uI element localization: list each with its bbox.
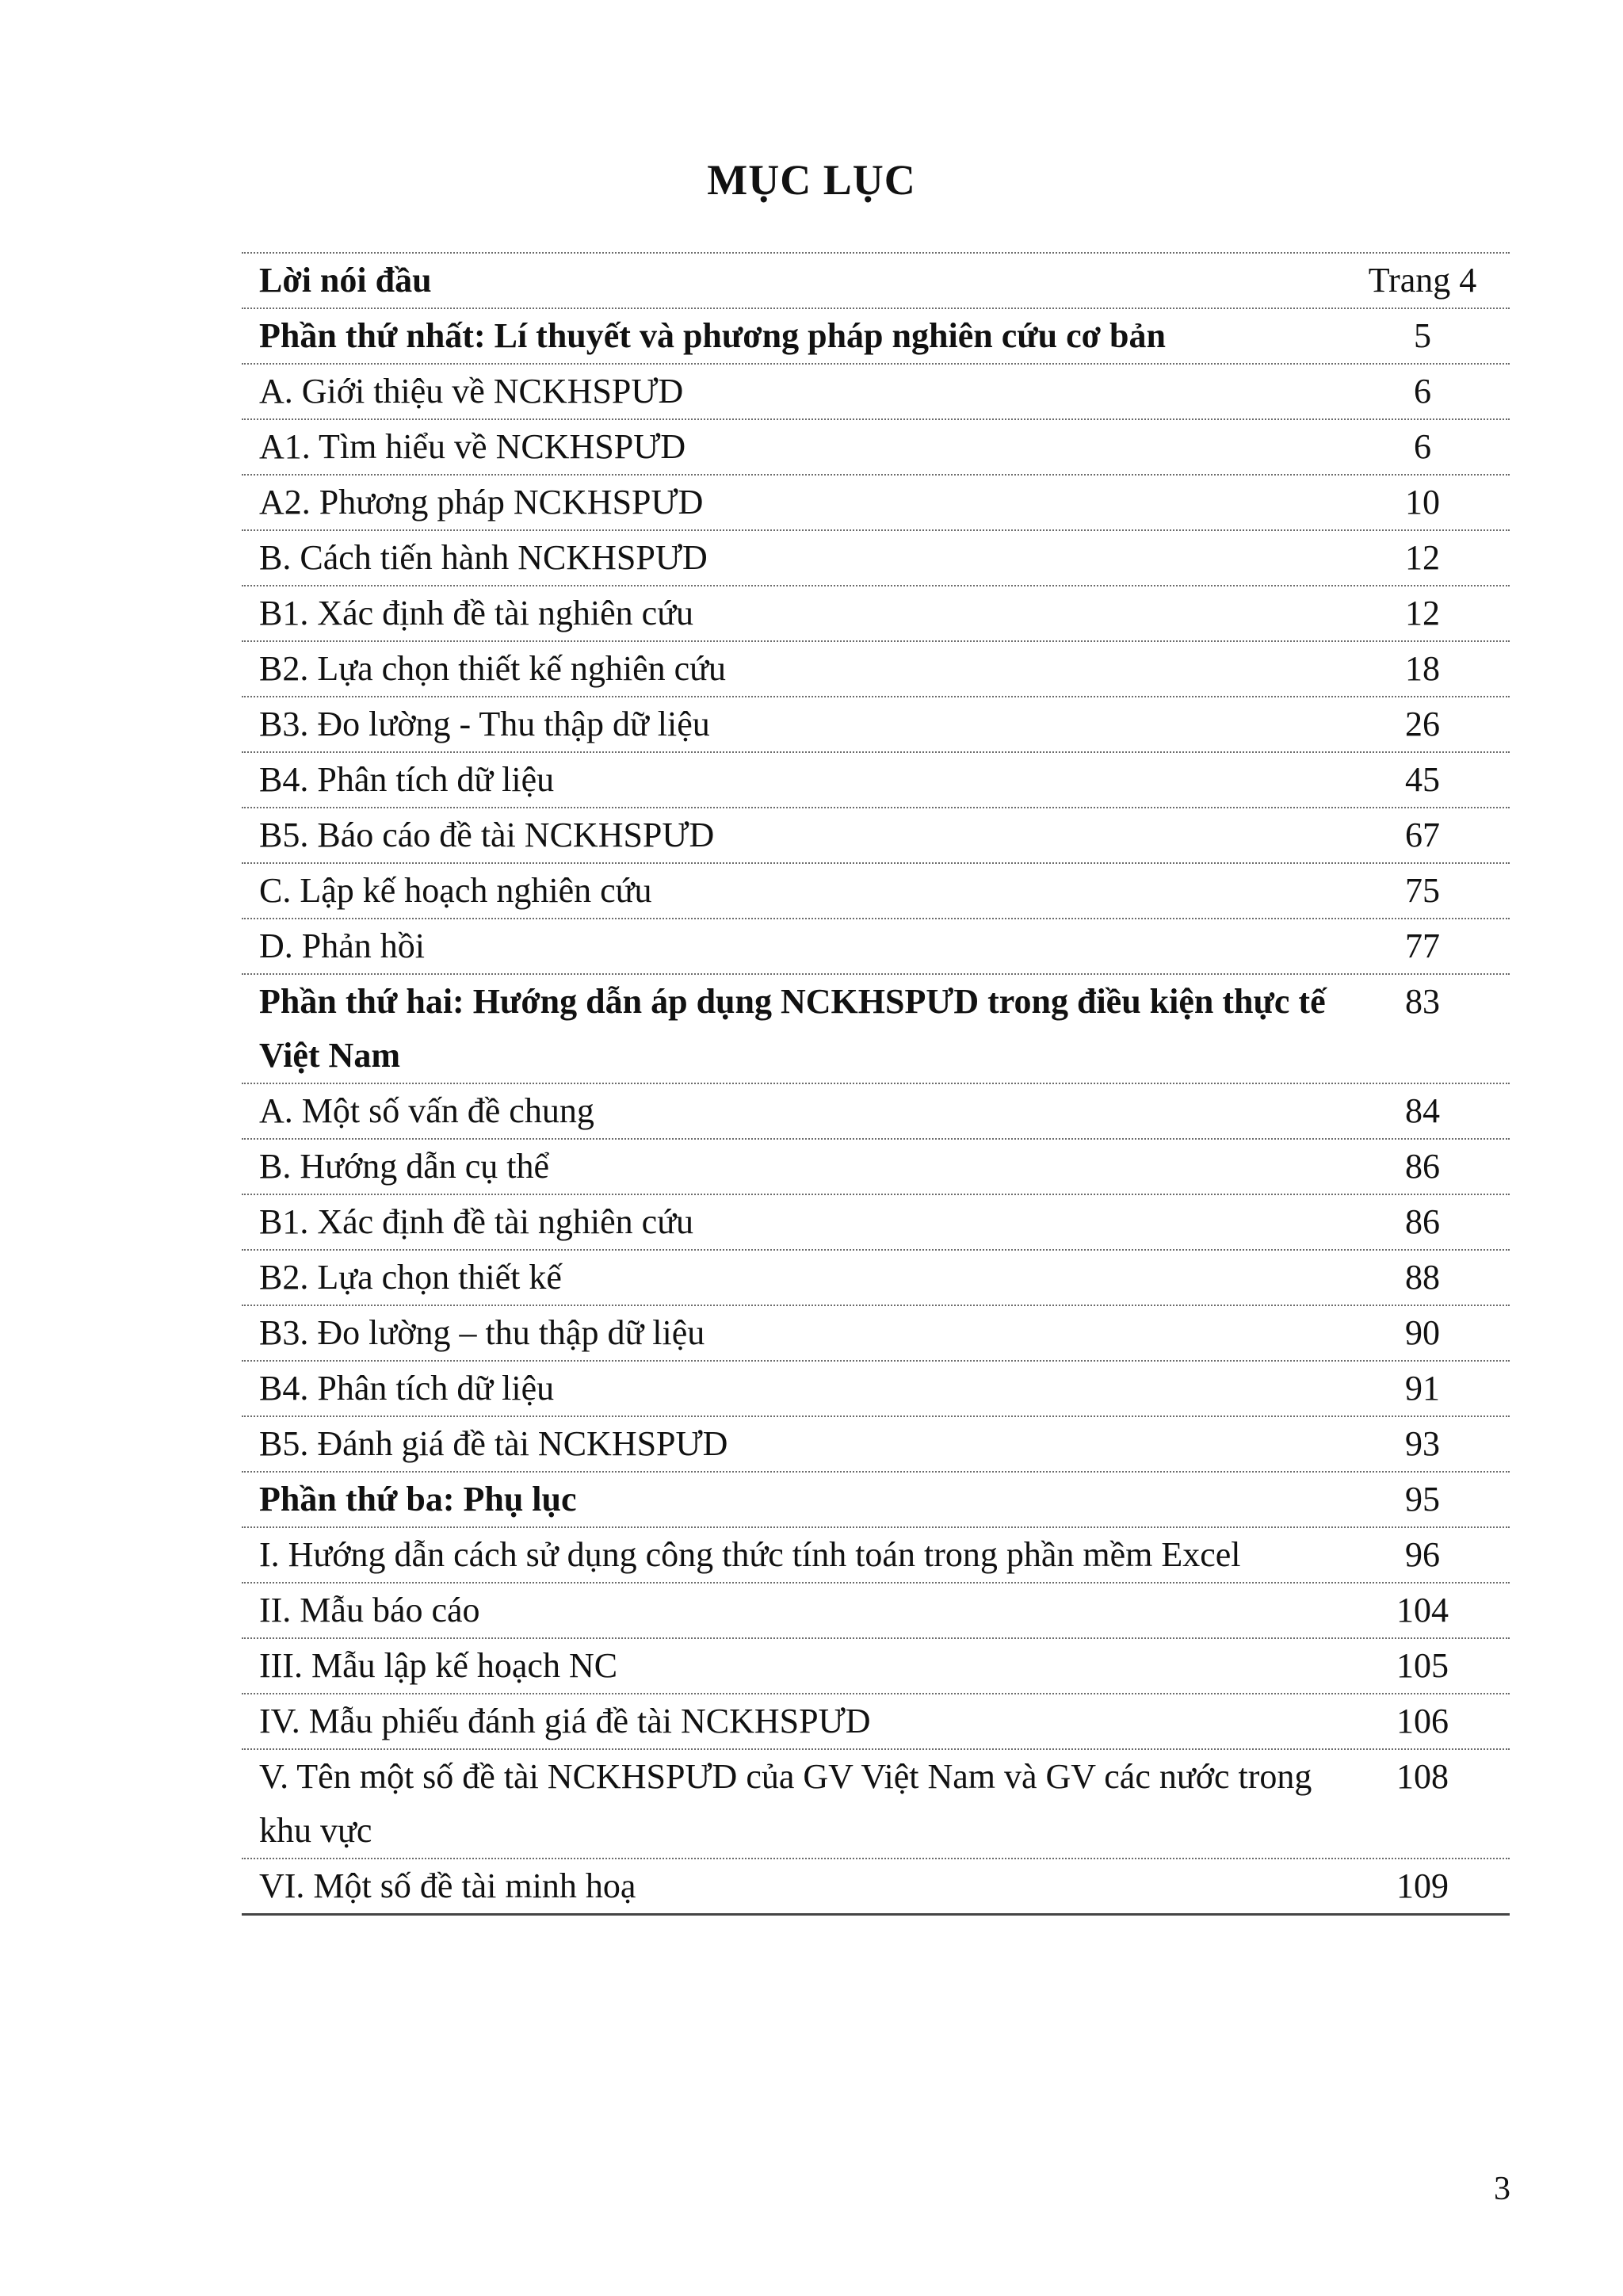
toc-row xyxy=(242,642,1510,697)
toc-entry-label: B1. Xác định đề tài nghiên cứu xyxy=(259,594,694,632)
toc-entry-page: 6 xyxy=(1414,372,1431,411)
toc-entry-label: B5. Báo cáo đề tài NCKHSPƯD xyxy=(259,816,715,854)
toc-entry-page: 84 xyxy=(1405,1091,1440,1130)
toc-entry-label: V. Tên một số đề tài NCKHSPƯD của GV Việt Nam và GV các nước trong khu vực xyxy=(259,1757,1312,1850)
toc-entry-label: VI. Một số đề tài minh hoạ xyxy=(259,1866,636,1905)
toc-entry-label: A. Một số vấn đề chung xyxy=(259,1091,594,1130)
toc-row xyxy=(242,753,1510,808)
toc-row xyxy=(242,586,1510,642)
toc-entry-label: B5. Đánh giá đề tài NCKHSPƯD xyxy=(259,1424,728,1463)
toc-row xyxy=(242,1639,1510,1694)
toc-entry-page: 95 xyxy=(1405,1480,1440,1519)
toc-row xyxy=(242,1195,1510,1251)
toc-entry-page: 106 xyxy=(1396,1702,1449,1740)
toc-entry-page: 86 xyxy=(1405,1202,1440,1241)
toc-row xyxy=(242,252,1510,309)
toc-entry-page: 77 xyxy=(1405,926,1440,965)
toc-entry-page: 67 xyxy=(1405,816,1440,854)
toc-row xyxy=(242,420,1510,476)
toc-entry-label: III. Mẫu lập kế hoạch NC xyxy=(259,1646,618,1685)
toc-row xyxy=(242,864,1510,919)
toc-row xyxy=(242,531,1510,586)
toc-row xyxy=(242,1251,1510,1306)
toc-entry-label: D. Phản hồi xyxy=(259,926,425,965)
toc-row xyxy=(242,1528,1510,1584)
toc-row xyxy=(242,1417,1510,1473)
toc-entry-label: Phần thứ ba: Phụ lục xyxy=(259,1480,577,1519)
toc-entry-label: B. Cách tiến hành NCKHSPƯD xyxy=(259,538,708,577)
toc-row xyxy=(242,1473,1510,1528)
toc-entry-label: Phần thứ hai: Hướng dẫn áp dụng NCKHSPƯD trong điều kiện thực tế Việt Nam xyxy=(259,982,1326,1075)
toc-row xyxy=(242,919,1510,975)
table-of-contents xyxy=(242,252,1510,1916)
toc-entry-label: C. Lập kế hoạch nghiên cứu xyxy=(259,871,652,910)
toc-entry-page: 105 xyxy=(1396,1646,1449,1685)
toc-entry-page: 93 xyxy=(1405,1424,1440,1463)
toc-entry-label: B4. Phân tích dữ liệu xyxy=(259,760,555,799)
toc-row xyxy=(242,697,1510,753)
toc-row xyxy=(242,975,1510,1084)
toc-row xyxy=(242,1140,1510,1195)
toc-entry-page: 96 xyxy=(1405,1535,1440,1574)
toc-entry-label: A1. Tìm hiểu về NCKHSPƯD xyxy=(259,427,686,466)
toc-entry-label: B1. Xác định đề tài nghiên cứu xyxy=(259,1202,694,1241)
toc-row xyxy=(242,1306,1510,1362)
toc-row xyxy=(242,476,1510,531)
toc-entry-label: B3. Đo lường – thu thập dữ liệu xyxy=(259,1313,705,1352)
page-title: MỤC LỤC xyxy=(707,156,916,204)
toc-entry-label: II. Mẫu báo cáo xyxy=(259,1591,480,1629)
toc-entry-label: Phần thứ nhất: Lí thuyết và phương pháp nghiên cứu cơ bản xyxy=(259,316,1166,355)
toc-entry-page: 12 xyxy=(1405,538,1440,577)
toc-entry-label: A2. Phương pháp NCKHSPƯD xyxy=(259,483,704,521)
toc-entry-page: 109 xyxy=(1396,1866,1449,1905)
toc-entry-page: 75 xyxy=(1405,871,1440,910)
page-number: 3 xyxy=(1494,2171,1510,2207)
toc-entry-page: 5 xyxy=(1414,316,1431,355)
toc-entry-label: B2. Lựa chọn thiết kế nghiên cứu xyxy=(259,649,726,688)
toc-entry-label: B3. Đo lường - Thu thập dữ liệu xyxy=(259,705,710,743)
toc-entry-page: 91 xyxy=(1405,1369,1440,1408)
toc-entry-page: Trang 4 xyxy=(1368,261,1477,300)
toc-row xyxy=(242,1084,1510,1140)
toc-entry-page: 104 xyxy=(1396,1591,1449,1629)
toc-entry-label: I. Hướng dẫn cách sử dụng công thức tính toán trong phần mềm Excel xyxy=(259,1535,1241,1574)
toc-row xyxy=(242,1362,1510,1417)
toc-row xyxy=(242,365,1510,420)
toc-entry-label: B. Hướng dẫn cụ thể xyxy=(259,1147,550,1186)
toc-entry-page: 18 xyxy=(1405,649,1440,688)
toc-entry-page: 6 xyxy=(1414,427,1431,466)
toc-entry-label: A. Giới thiệu về NCKHSPƯD xyxy=(259,372,684,411)
toc-row xyxy=(242,1750,1510,1859)
toc-entry-page: 83 xyxy=(1405,982,1440,1021)
toc-entry-label: Lời nói đầu xyxy=(259,261,432,300)
toc-row xyxy=(242,1859,1510,1916)
toc-row xyxy=(242,309,1510,365)
toc-entry-page: 45 xyxy=(1405,760,1440,799)
toc-entry-page: 90 xyxy=(1405,1313,1440,1352)
toc-entry-page: 86 xyxy=(1405,1147,1440,1186)
toc-row xyxy=(242,1694,1510,1750)
toc-entry-page: 26 xyxy=(1405,705,1440,743)
toc-entry-label: B4. Phân tích dữ liệu xyxy=(259,1369,555,1408)
toc-row xyxy=(242,1584,1510,1639)
toc-entry-page: 108 xyxy=(1396,1757,1449,1796)
toc-row xyxy=(242,808,1510,864)
toc-entry-label: IV. Mẫu phiếu đánh giá đề tài NCKHSPƯD xyxy=(259,1702,871,1740)
toc-entry-page: 88 xyxy=(1405,1258,1440,1297)
toc-entry-page: 10 xyxy=(1405,483,1440,521)
toc-entry-label: B2. Lựa chọn thiết kế xyxy=(259,1258,562,1297)
toc-entry-page: 12 xyxy=(1405,594,1440,632)
